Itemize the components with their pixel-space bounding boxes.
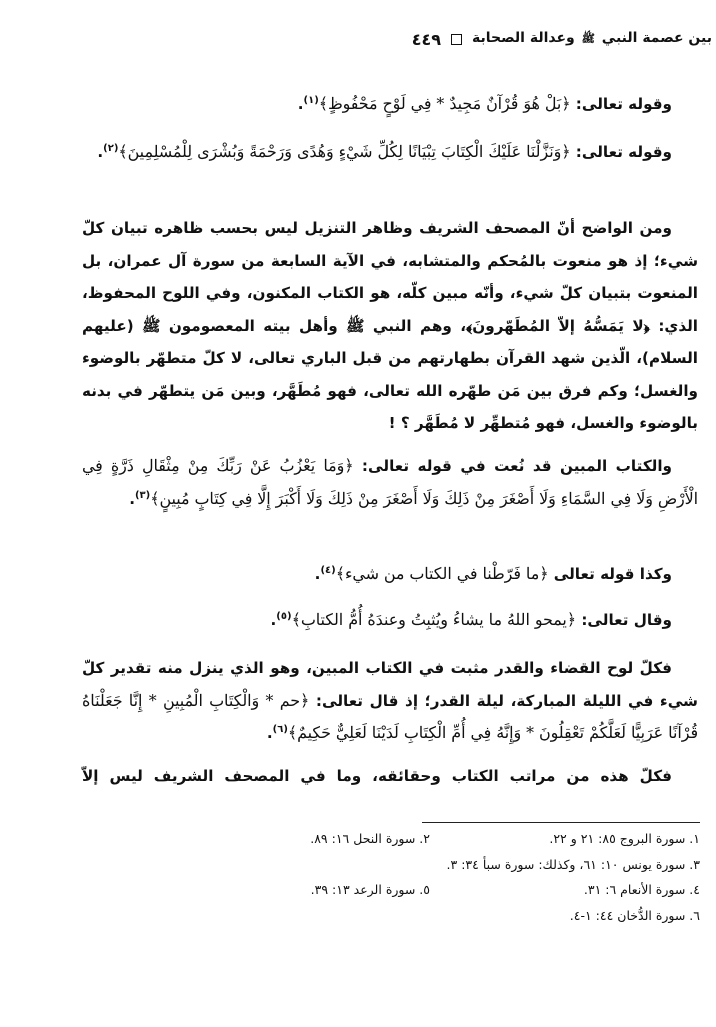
paragraph-2 — [82, 136, 698, 169]
paragraph-4-lead: والكتاب المبين قد نُعت في قوله تعالى: — [353, 457, 672, 475]
paragraph-7 — [82, 652, 698, 750]
paragraph-8 — [82, 760, 698, 793]
footnote-ref-6: (٦) — [272, 723, 288, 735]
quran-quote-5: ﴿ما فَرّطْنا في الكتاب من شيء﴾ — [335, 564, 549, 583]
quran-quote-2: ﴿وَنَزَّلْنَا عَلَيْكَ الْكِتَابَ تِبْيَانًا لِكُلِّ شَيْءٍ وَهُدًى وَرَحْمَةً وَبُشْرَى لِلْمُسْلِمِينَ﴾ — [118, 142, 571, 161]
running-title-part-b: وعدالة الصحابة — [472, 30, 575, 46]
paragraph-5-lead: وكذا قوله تعالى — [548, 565, 672, 583]
footnote-ref-5: (٥) — [276, 610, 292, 622]
paragraph-1-lead: وقوله تعالى: — [570, 95, 672, 113]
page-number: ٤٤٩ — [411, 29, 442, 49]
paragraph-1 — [82, 88, 698, 121]
footnote-ref-3: (٣) — [134, 489, 151, 501]
paragraph-5-tail: . — [314, 565, 321, 583]
paragraph-4 — [82, 450, 698, 515]
footnote-2: ٢. سورة النحل ١٦: ٨٩. — [310, 831, 430, 846]
footnote-ref-4: (٤) — [320, 564, 336, 576]
footnote-ref-2: (٢) — [103, 142, 119, 154]
paragraph-8-text: فكلّ هذه من مراتب الكتاب وحقائقه، وما في المصحف الشريف ليس إلاّ — [82, 767, 672, 785]
running-title — [472, 30, 712, 48]
quran-quote-4: ﴿وَمَا يَعْزُبُ عَنْ رَبِّكَ مِنْ مِثْقَالِ ذَرَّةٍ فِي الْأَرْضِ وَلَا فِي السَّمَاءِ وَلَا أَصْغَرَ مِنْ ذَلِكَ وَلَا أَصْغَرَ مِنْ ذَلِكَ وَلَا أَكْبَرَ إِلَّا فِي كِتَابٍ مُبِينٍ﴾ — [82, 456, 698, 508]
running-title-part-a: بين عصمة النبي — [601, 30, 712, 46]
paragraph-7-lead: فكلّ لوح القضاء والقدر مثبت في الكتاب المبين، وهو الذي ينزل منه تقدير كلّ شيء في الليلة المباركة، ليلة القدر؛ إذ قال تعالى: — [82, 659, 698, 710]
footnote-ref-1: (١) — [303, 94, 319, 106]
footnotes — [160, 826, 700, 928]
paragraph-3 — [82, 212, 698, 440]
paragraph-3-text: ومن الواضح أنّ المصحف الشريف وظاهر التنزيل ليس بحسب ظاهره تبيان كلّ شيء؛ إذ هو منعوت بالمُحكم والمتشابه، في الآية السابعة من سورة آل عمران، بل المنعوت بتبيان كلّ شيء، وأنّه مبين كلّه، هو الكتاب المكنون، وفي اللوح المحفوظ، الذي: ﴿لا يَمَسُّهُ إلاّ المُطَهّرونَ﴾، وهم النبي ﷺ وأهل بيته المعصومون ﷺ (عليهم السلام)، الّذين شهد القرآن بطهارتهم من قبل الباري تعالى، لا كلّ متطهّر بالوضوء والغسل؛ وكم فرق بين مَن طهّره الله تعالى، فهو مُطَهَّر، وبين مَن يتطهّر في بدنه بالوضوء والغسل، فهو مُتطهِّر لا مُطَهَّر ؟ ! — [82, 219, 698, 432]
footnote-row — [160, 903, 700, 929]
salawat-glyph: ﷺ — [581, 32, 595, 45]
paragraph-1-tail: . — [297, 95, 304, 113]
paragraph-6-tail: . — [270, 611, 277, 629]
quran-quote-1: ﴿بَلْ هُوَ قُرْآنٌ مَجِيدٌ * فِي لَوْحٍ مَحْفُوظٍ﴾ — [318, 94, 571, 113]
paragraph-6 — [82, 604, 698, 637]
header-separator-box — [451, 34, 462, 45]
paragraph-5 — [82, 558, 698, 591]
quran-quote-6: ﴿يمحو اللهُ ما يشاءُ ويُثبِتُ وعندَهُ أُمُّ الكتابِ﴾ — [291, 610, 577, 629]
footnote-1: ١. سورة البروج ٨٥: ٢١ و ٢٢. — [549, 831, 700, 846]
quran-quote-7: ﴿حم * وَالْكِتَابِ الْمُبِينِ * إِنَّا جَعَلْنَاهُ قُرْآنًا عَرَبِيًّا لَعَلَّكُمْ تَعْقِلُونَ * وَإِنَّهُ فِي أُمِّ الْكِتَابِ لَدَيْنَا لَعَلِيٌّ حَكِيمٌ﴾ — [82, 690, 698, 742]
footnote-row — [160, 877, 700, 903]
paragraph-2-tail: . — [97, 143, 104, 161]
footnote-divider — [422, 822, 700, 823]
paragraph-6-lead: وقال تعالى: — [576, 611, 672, 629]
paragraph-7-tail: . — [266, 724, 273, 742]
footnote-row — [160, 826, 700, 852]
footnote-4: ٤. سورة الأنعام ٦: ٣١. — [583, 882, 700, 897]
footnote-6: ٦. سورة الدُّخان ٤٤: ١-٤. — [569, 907, 700, 923]
footnote-row — [160, 852, 700, 878]
footnote-5: ٥. سورة الرعد ١٣: ٣٩. — [310, 882, 430, 897]
footnote-3: ٣. سورة يونس ١٠: ٦١، وكذلك: سورة سبأ ٣٤: ٣. — [446, 856, 700, 872]
paragraph-2-lead: وقوله تعالى: — [570, 143, 672, 161]
running-header — [72, 26, 712, 52]
paragraph-4-tail: . — [129, 489, 135, 508]
